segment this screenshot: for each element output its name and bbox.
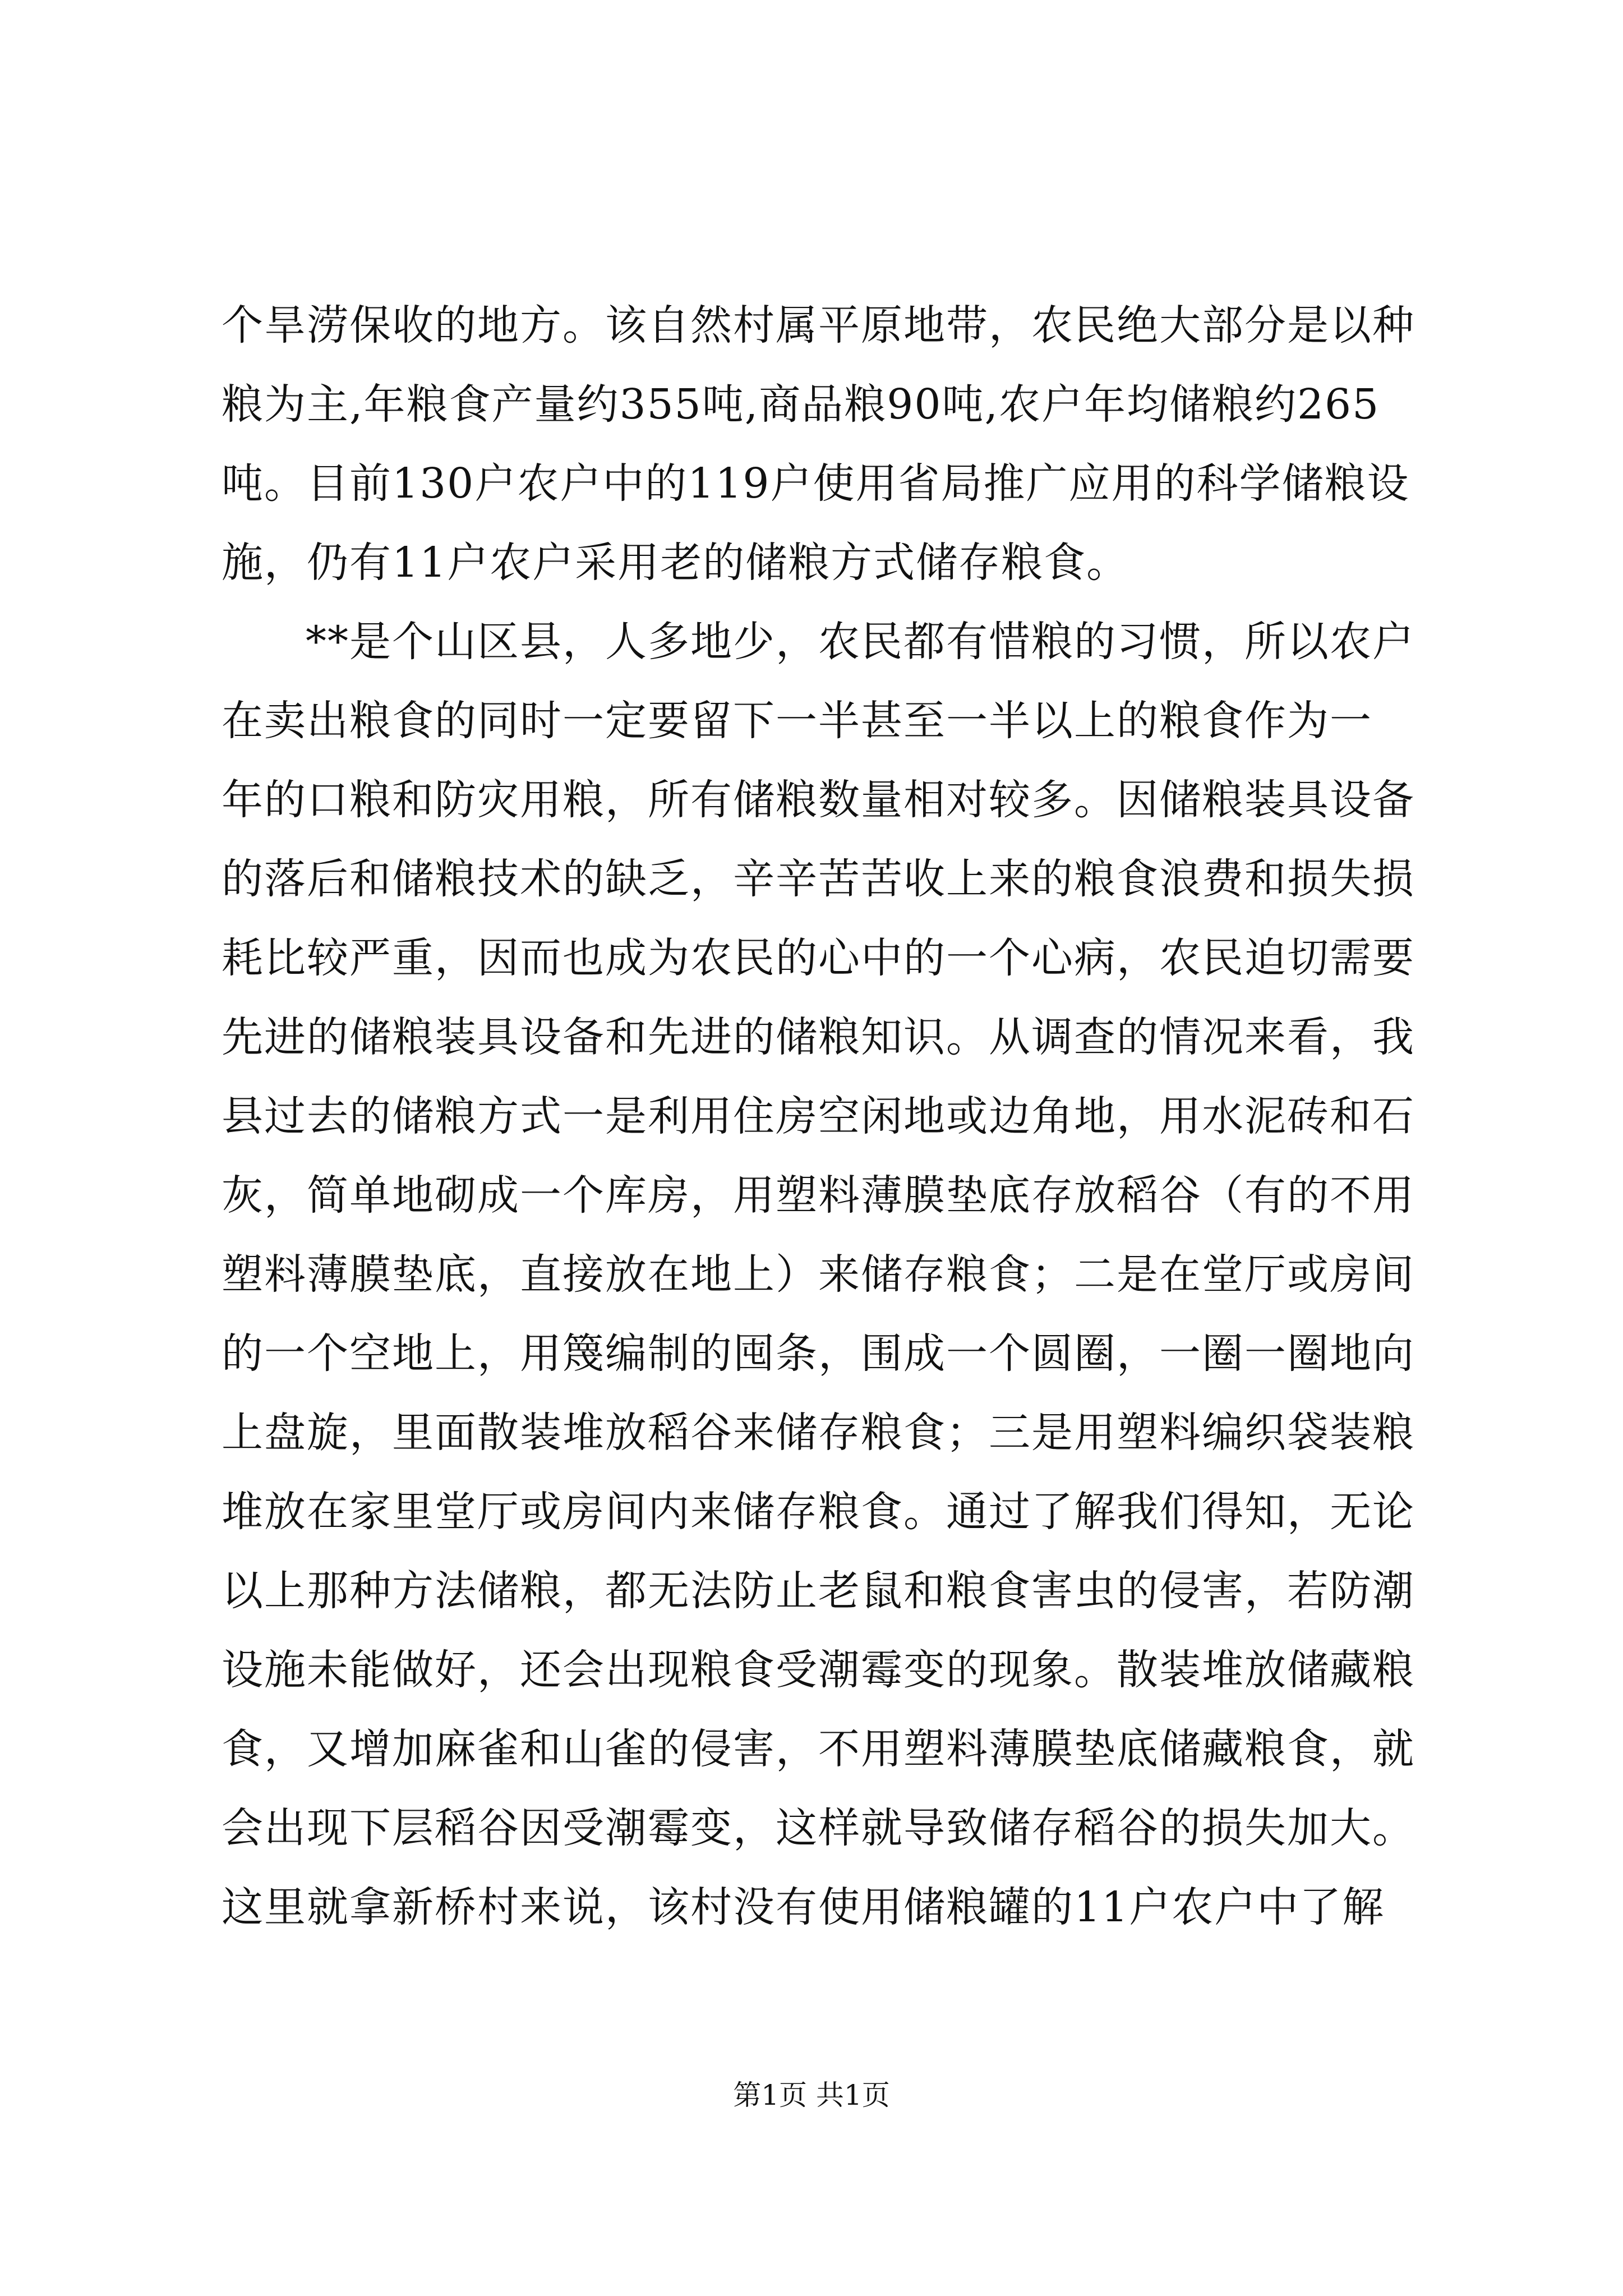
text-line: 上盘旋，里面散装堆放稻谷来储存粮食；三是用塑料编织袋装粮	[222, 1409, 1415, 1457]
text-line: 灰，简单地砌成一个库房，用塑料薄膜垫底存放稻谷（有的不用	[222, 1171, 1415, 1220]
body-text	[222, 286, 1422, 1947]
text-line: 先进的储粮装具设备和先进的储粮知识。从调查的情况来看，我	[222, 1013, 1415, 1061]
page-footer	[0, 2076, 1623, 2115]
text-line: 县过去的储粮方式一是利用住房空闲地或边角地，用水泥砖和石	[222, 1092, 1415, 1140]
text-line: 施，仍有11户农户采用老的储粮方式储存粮食。	[222, 539, 1129, 587]
text-line: 会出现下层稻谷因受潮霉变，这样就导致储存稻谷的损失加大。	[222, 1804, 1415, 1852]
text-line: 以上那种方法储粮，都无法防止老鼠和粮食害虫的侵害，若防潮	[222, 1567, 1415, 1615]
text-line: 塑料薄膜垫底，直接放在地上）来储存粮食；二是在堂厅或房间	[222, 1250, 1415, 1299]
text-line: 堆放在家里堂厅或房间内来储存粮食。通过了解我们得知，无论	[222, 1488, 1415, 1536]
paragraph-first-line: **是个山区县，人多地少，农民都有惜粮的习惯，所以农户	[306, 618, 1415, 666]
text-line: 年的口粮和防灾用粮，所有储粮数量相对较多。因储粮装具设备	[222, 776, 1415, 824]
text-line: 的落后和储粮技术的缺乏，辛辛苦苦收上来的粮食浪费和损失损	[222, 855, 1415, 903]
text-line: 设施未能做好，还会出现粮食受潮霉变的现象。散装堆放储藏粮	[222, 1646, 1415, 1694]
text-line: 吨。目前130户农户中的119户使用省局推广应用的科学储粮设	[222, 459, 1410, 508]
text-line: 食，又增加麻雀和山雀的侵害，不用塑料薄膜垫底储藏粮食，就	[222, 1725, 1415, 1773]
text-line: 的一个空地上，用篾编制的囤条，围成一个圆圈，一圈一圈地向	[222, 1329, 1415, 1378]
text-line: 在卖出粮食的同时一定要留下一半甚至一半以上的粮食作为一	[222, 697, 1372, 745]
text-line: 这里就拿新桥村来说，该村没有使用储粮罐的11户农户中了解	[222, 1883, 1385, 1931]
text-line: 耗比较严重，因而也成为农民的心中的一个心病，农民迫切需要	[222, 934, 1415, 982]
text-line: 个旱涝保收的地方。该自然村属平原地带，农民绝大部分是以种	[222, 301, 1415, 349]
page-number: 第1页 共1页	[733, 2079, 890, 2111]
text-line: 粮为主,年粮食产量约355吨,商品粮90吨,农户年均储粮约265	[222, 380, 1380, 429]
